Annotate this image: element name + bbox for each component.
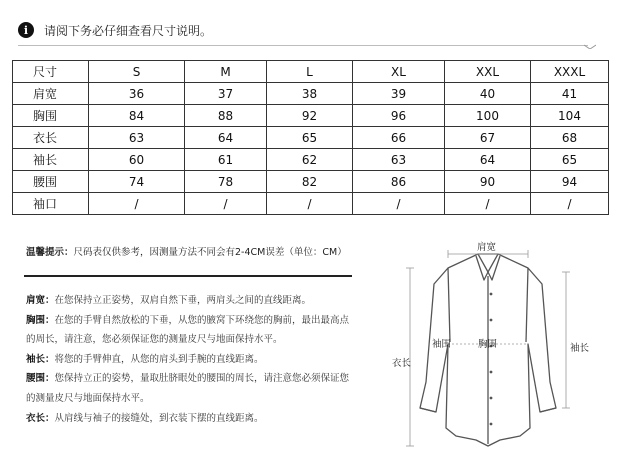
table-cell: / — [445, 193, 531, 215]
table-cell: / — [353, 193, 445, 215]
column-header: S — [89, 61, 185, 83]
table-cell: 88 — [185, 105, 267, 127]
table-cell: 63 — [353, 149, 445, 171]
notice-header — [18, 20, 212, 40]
column-header: XL — [353, 61, 445, 83]
table-cell: 104 — [531, 105, 609, 127]
table-cell: 40 — [445, 83, 531, 105]
column-header: 尺寸 — [13, 61, 89, 83]
table-cell: / — [267, 193, 353, 215]
column-header: M — [185, 61, 267, 83]
definition-item — [26, 409, 356, 429]
measurement-definitions — [26, 291, 356, 428]
table-cell: 62 — [267, 149, 353, 171]
definition-item — [26, 291, 356, 311]
table-cell: 90 — [445, 171, 531, 193]
column-header: L — [267, 61, 353, 83]
table-cell: 82 — [267, 171, 353, 193]
definition-term: 袖长： — [26, 353, 55, 365]
table-cell: 86 — [353, 171, 445, 193]
table-row — [13, 83, 609, 105]
tip-label: 温馨提示： — [26, 247, 74, 258]
table-cell: 64 — [185, 127, 267, 149]
definition-item — [26, 350, 356, 370]
definition-term: 胸围： — [26, 314, 55, 326]
shoulder-label: 肩宽 — [477, 242, 497, 253]
definition-term: 衣长： — [26, 412, 55, 424]
table-cell: 60 — [89, 149, 185, 171]
tip-text: 尺码表仅供参考，因测量方法不同会有2-4CM误差（单位：CM） — [73, 247, 347, 258]
table-cell: 78 — [185, 171, 267, 193]
row-label: 衣长 — [13, 127, 89, 149]
table-cell: 65 — [531, 149, 609, 171]
definition-text: 您保持立正的姿势，量取肚脐眼处的腰围的周长，请注意您必须保证您的测量皮尺与地面保持水平。 — [26, 373, 350, 404]
chest-label: 胸围 — [478, 339, 498, 350]
table-row — [13, 193, 609, 215]
definition-item — [26, 369, 356, 408]
table-cell: 66 — [353, 127, 445, 149]
table-cell: 96 — [353, 105, 445, 127]
size-tip — [26, 244, 347, 258]
column-header: XXXL — [531, 61, 609, 83]
table-header-row — [13, 61, 609, 83]
table-cell: 64 — [445, 149, 531, 171]
table-cell: 68 — [531, 127, 609, 149]
size-chart-table — [12, 60, 609, 215]
row-label: 袖长 — [13, 149, 89, 171]
table-cell: 37 — [185, 83, 267, 105]
row-label: 肩宽 — [13, 83, 89, 105]
table-cell: 63 — [89, 127, 185, 149]
table-row — [13, 127, 609, 149]
definition-item — [26, 311, 356, 350]
table-cell: / — [185, 193, 267, 215]
table-cell: 61 — [185, 149, 267, 171]
table-row — [13, 171, 609, 193]
shirt-measurement-diagram — [380, 232, 610, 454]
definition-text: 在您的手臂自然放松的下垂，从您的腋窝下环绕您的胸前，最出最高点的周长，请注意，您必须保证您的测量皮尺与地面保持水平。 — [26, 314, 350, 346]
table-row — [13, 105, 609, 127]
definition-term: 腰围： — [26, 373, 55, 385]
sleeve-cuff-label: 袖围 — [432, 339, 452, 350]
header-divider — [18, 45, 588, 46]
info-icon: i — [18, 22, 34, 38]
table-cell: 36 — [89, 83, 185, 105]
table-cell: 41 — [531, 83, 609, 105]
table-cell: 84 — [89, 105, 185, 127]
table-cell: 100 — [445, 105, 531, 127]
divider-notch-icon — [584, 41, 596, 49]
tip-divider — [24, 275, 352, 277]
definition-term: 肩宽： — [26, 295, 55, 306]
table-cell: 74 — [89, 171, 185, 193]
table-cell: 65 — [267, 127, 353, 149]
table-cell: 67 — [445, 127, 531, 149]
definition-text: 从肩线与袖子的接缝处，到衣装下摆的直线距离。 — [54, 412, 264, 424]
definition-text: 将您的手臂伸直，从您的肩头到手腕的直线距离。 — [54, 353, 264, 365]
row-label: 胸围 — [13, 105, 89, 127]
table-cell: / — [89, 193, 185, 215]
length-label: 衣长 — [392, 358, 412, 369]
table-cell: 39 — [353, 83, 445, 105]
table-cell: 92 — [267, 105, 353, 127]
column-header: XXL — [445, 61, 531, 83]
table-row — [13, 149, 609, 171]
table-cell: 94 — [531, 171, 609, 193]
table-cell: 38 — [267, 83, 353, 105]
definition-text: 在您保持立正姿势，双肩自然下垂，两肩头之间的直线距离。 — [54, 295, 312, 306]
sleeve-label: 袖长 — [570, 343, 590, 354]
table-cell: / — [531, 193, 609, 215]
notice-text: 请阅下务必仔细查看尺寸说明。 — [44, 23, 213, 38]
row-label: 袖口 — [13, 193, 89, 215]
row-label: 腰围 — [13, 171, 89, 193]
